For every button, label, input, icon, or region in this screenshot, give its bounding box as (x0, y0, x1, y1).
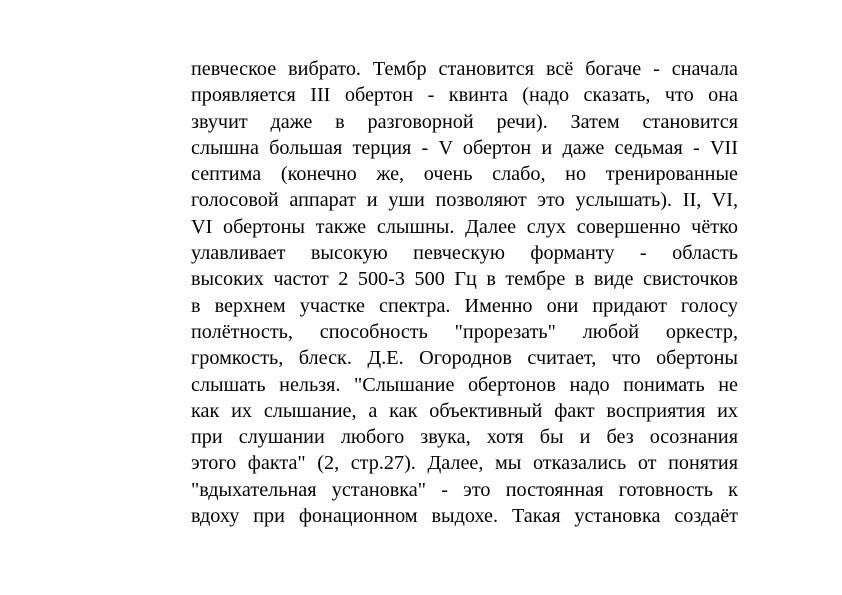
text-line: проявляется III обертон - квинта (надо сказать, что она (191, 84, 738, 107)
text-line: этого факта" (2, стр.27). Далее, мы отказались от понятия (191, 452, 738, 475)
text-line: вдоху при фонационном выдохе. Такая установка создаёт (191, 505, 738, 528)
text-line: слышна большая терция - V обертон и даже седьмая - VII (191, 136, 738, 159)
text-line: певческое вибрато. Тембр становится всё богаче - сначала (191, 58, 738, 80)
text-line: громкость, блеск. Д.Е. Огороднов считает, что обертоны (191, 347, 738, 370)
text-line: высоких частот 2 500-3 500 Гц в тембре в виде свисточков (191, 268, 738, 291)
text-line: улавливает высокую певческую форманту - область (191, 242, 738, 265)
body-text (191, 56, 738, 529)
text-line: VI обертоны также слышны. Далее слух совершенно чётко (191, 215, 738, 238)
text-line: при слушании любого звука, хотя бы и без осознания (191, 426, 738, 449)
text-line: как их слышание, а как объективный факт восприятия их (191, 399, 738, 422)
text-line: голосовой аппарат и уши позволяют это услышать). II, VI, (191, 189, 738, 212)
text-line: "вдыхательная установка" - это постоянная готовность к (191, 478, 738, 501)
text-line: полётность, способность "прорезать" любой оркестр, (191, 320, 738, 343)
text-line: слышать нельзя. "Слышание обертонов надо понимать не (191, 373, 738, 396)
text-line: септима (конечно же, очень слабо, но тренированные (191, 163, 738, 186)
text-line: звучит даже в разговорной речи). Затем становится (191, 110, 738, 133)
text-line: в верхнем участке спектра. Именно они придают голосу (191, 294, 738, 317)
